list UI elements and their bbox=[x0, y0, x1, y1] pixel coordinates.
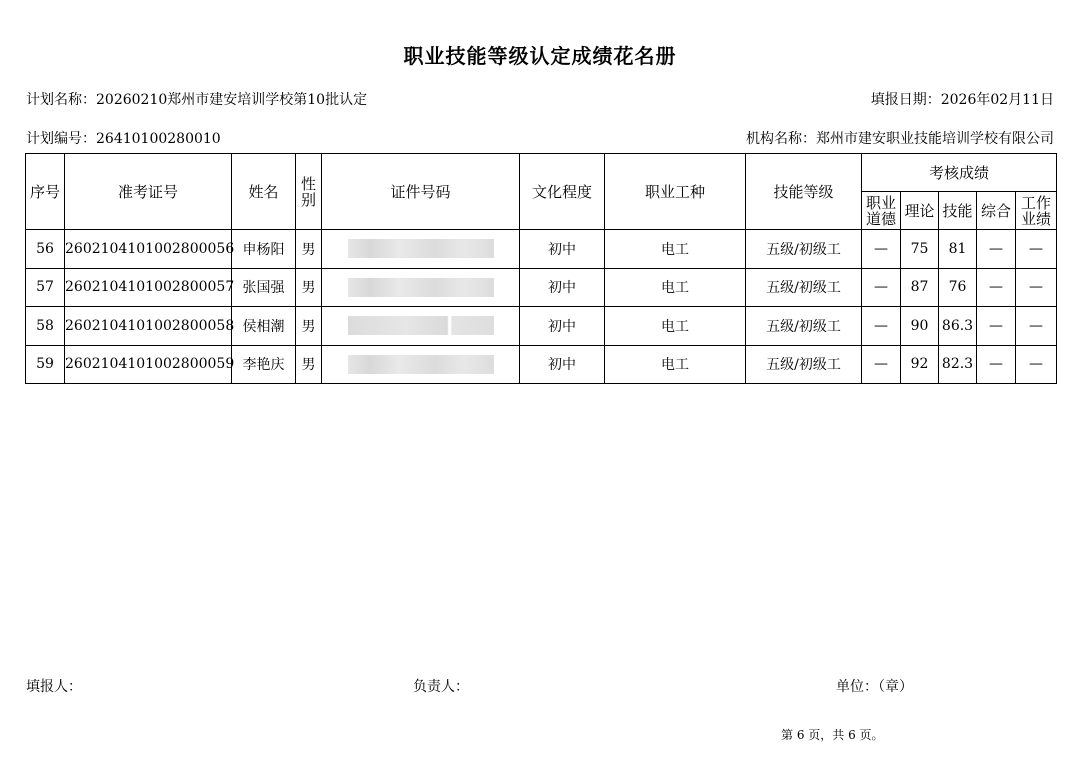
plan-number: 计划编号：26410100280010 bbox=[26, 131, 221, 147]
cell-exam-number: 2602104101002800059 bbox=[65, 345, 232, 384]
cell-theory: 75 bbox=[901, 230, 939, 269]
score-roster-table bbox=[25, 153, 1057, 384]
cell-overall: — bbox=[977, 230, 1016, 269]
plan-name: 计划名称：20260210郑州市建安培训学校第10批认定 bbox=[26, 92, 368, 108]
cell-seq: 59 bbox=[26, 345, 65, 384]
cell-skill-level: 五级/初级工 bbox=[746, 345, 862, 384]
cell-theory: 90 bbox=[901, 307, 939, 346]
cell-performance: — bbox=[1016, 345, 1057, 384]
redacted-id-block bbox=[348, 316, 494, 335]
cell-education: 初中 bbox=[520, 345, 605, 384]
cell-overall: — bbox=[977, 307, 1016, 346]
cell-name: 李艳庆 bbox=[232, 345, 296, 384]
cell-theory: 92 bbox=[901, 345, 939, 384]
cell-ethics: — bbox=[862, 307, 901, 346]
header-performance: 工作业绩 bbox=[1016, 192, 1057, 230]
unit-seal-label: 单位：（章） bbox=[836, 679, 913, 695]
cell-name: 侯相潮 bbox=[232, 307, 296, 346]
cell-seq: 56 bbox=[26, 230, 65, 269]
cell-occupation: 电工 bbox=[605, 345, 746, 384]
cell-occupation: 电工 bbox=[605, 230, 746, 269]
cell-gender: 男 bbox=[296, 230, 322, 269]
table-row bbox=[26, 307, 1057, 346]
cell-overall: — bbox=[977, 345, 1016, 384]
header-scores-group: 考核成绩 bbox=[862, 154, 1057, 192]
cell-exam-number: 2602104101002800058 bbox=[65, 307, 232, 346]
cell-exam-number: 2602104101002800056 bbox=[65, 230, 232, 269]
filler-signature-label: 填报人： bbox=[26, 679, 82, 695]
header-id-number: 证件号码 bbox=[322, 154, 520, 230]
cell-education: 初中 bbox=[520, 307, 605, 346]
cell-name: 张国强 bbox=[232, 268, 296, 307]
cell-education: 初中 bbox=[520, 230, 605, 269]
cell-occupation: 电工 bbox=[605, 268, 746, 307]
header-exam-number: 准考证号 bbox=[65, 154, 232, 230]
cell-skill: 81 bbox=[939, 230, 977, 269]
cell-skill: 86.3 bbox=[939, 307, 977, 346]
cell-skill-level: 五级/初级工 bbox=[746, 268, 862, 307]
organization-name: 机构名称：郑州市建安职业技能培训学校有限公司 bbox=[746, 131, 1054, 147]
cell-gender: 男 bbox=[296, 345, 322, 384]
cell-id-number bbox=[322, 268, 520, 307]
header-overall: 综合 bbox=[977, 192, 1016, 230]
cell-ethics: — bbox=[862, 345, 901, 384]
cell-skill: 76 bbox=[939, 268, 977, 307]
cell-name: 申杨阳 bbox=[232, 230, 296, 269]
cell-id-number bbox=[322, 230, 520, 269]
cell-skill: 82.3 bbox=[939, 345, 977, 384]
document-title: 职业技能等级认定成绩花名册 bbox=[403, 44, 677, 68]
cell-ethics: — bbox=[862, 268, 901, 307]
responsible-signature-label: 负责人： bbox=[413, 679, 469, 695]
cell-performance: — bbox=[1016, 307, 1057, 346]
cell-gender: 男 bbox=[296, 307, 322, 346]
header-row bbox=[26, 154, 1057, 192]
cell-performance: — bbox=[1016, 268, 1057, 307]
page-number: 第 6 页，共 6 页。 bbox=[781, 728, 884, 742]
header-occupation: 职业工种 bbox=[605, 154, 746, 230]
redacted-id-block bbox=[348, 355, 494, 374]
cell-seq: 57 bbox=[26, 268, 65, 307]
cell-seq: 58 bbox=[26, 307, 65, 346]
header-skill-level: 技能等级 bbox=[746, 154, 862, 230]
cell-id-number bbox=[322, 345, 520, 384]
cell-skill-level: 五级/初级工 bbox=[746, 307, 862, 346]
header-education: 文化程度 bbox=[520, 154, 605, 230]
redacted-id-block bbox=[348, 239, 494, 258]
redacted-id-block bbox=[348, 278, 494, 297]
cell-overall: — bbox=[977, 268, 1016, 307]
cell-performance: — bbox=[1016, 230, 1057, 269]
cell-occupation: 电工 bbox=[605, 307, 746, 346]
header-skill: 技能 bbox=[939, 192, 977, 230]
header-seq: 序号 bbox=[26, 154, 65, 230]
header-ethics: 职业道德 bbox=[862, 192, 901, 230]
table-row bbox=[26, 230, 1057, 269]
cell-theory: 87 bbox=[901, 268, 939, 307]
cell-id-number bbox=[322, 307, 520, 346]
fill-date: 填报日期：2026年02月11日 bbox=[870, 92, 1054, 108]
table-row bbox=[26, 268, 1057, 307]
cell-exam-number: 2602104101002800057 bbox=[65, 268, 232, 307]
cell-education: 初中 bbox=[520, 268, 605, 307]
cell-ethics: — bbox=[862, 230, 901, 269]
header-theory: 理论 bbox=[901, 192, 939, 230]
cell-skill-level: 五级/初级工 bbox=[746, 230, 862, 269]
header-gender: 性别 bbox=[296, 154, 322, 230]
cell-gender: 男 bbox=[296, 268, 322, 307]
header-name: 姓名 bbox=[232, 154, 296, 230]
table-row bbox=[26, 345, 1057, 384]
